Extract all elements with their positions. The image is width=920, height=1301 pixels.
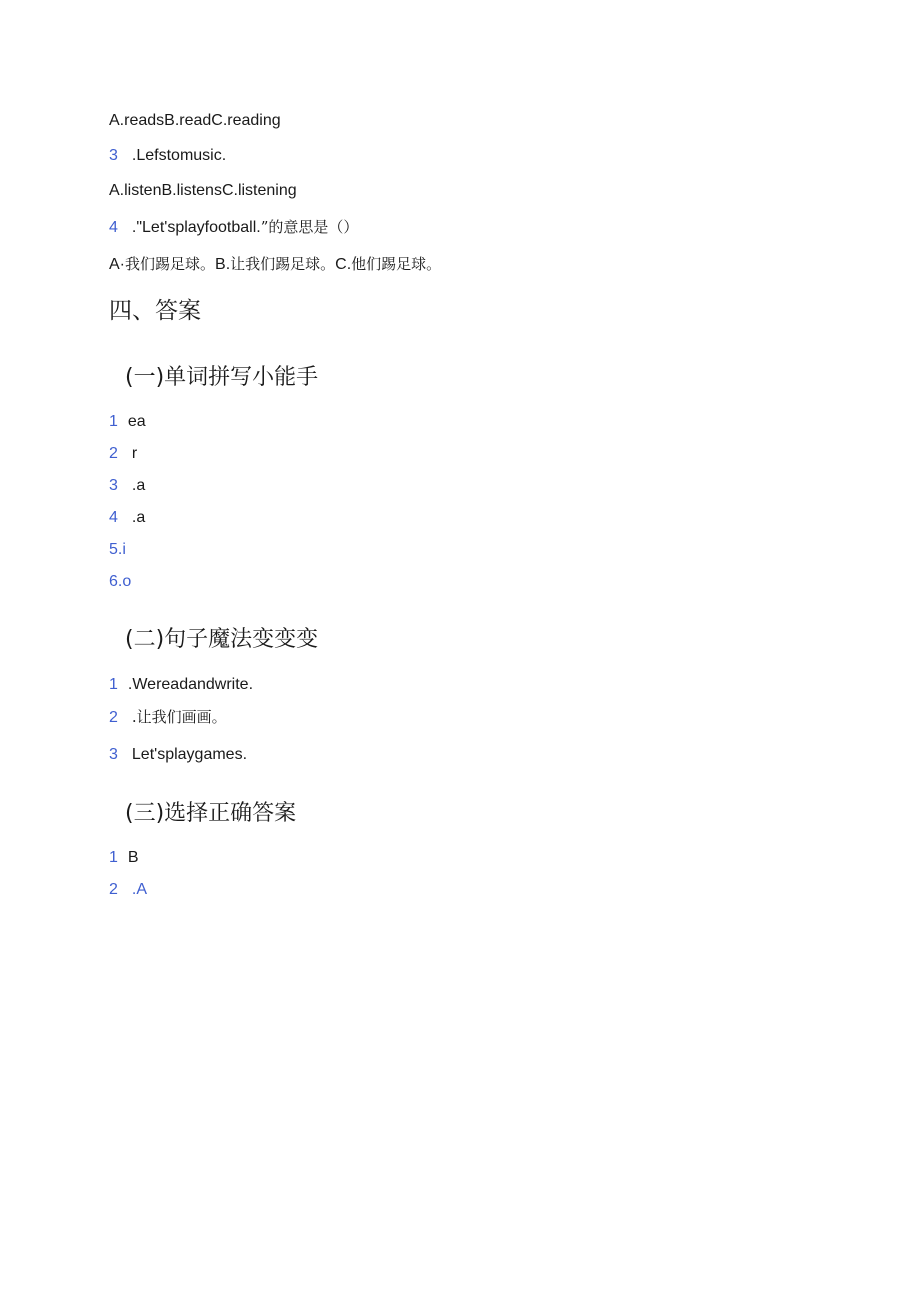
section1-item-4: [109, 508, 145, 528]
section3-item-1: [109, 848, 139, 868]
answers-title: 四、答案: [109, 298, 201, 324]
q4-options: [109, 254, 441, 275]
section1-item-4-number: 4: [109, 509, 118, 526]
section1-item-1-text: ea: [127, 413, 146, 430]
section2-item-2-number: 2: [109, 709, 118, 726]
q2-options-text: A.readsB.readC.reading: [109, 112, 281, 129]
section1-item-3: [109, 476, 145, 496]
section1-item-6-number: 6.o: [109, 573, 132, 590]
section1-item-3-number: 3: [109, 477, 118, 494]
section2-item-3-number: 3: [109, 746, 118, 763]
q3-options-text: A.listenB.listensC.listening: [109, 182, 297, 199]
section2-item-2-text: .让我们画画。: [131, 708, 227, 726]
q4-option-c-text: 他们踢足球。: [351, 255, 442, 273]
section3-item-1-text: B: [127, 849, 139, 866]
section1-title: (一)单词拼写小能手: [125, 365, 319, 390]
q4-text-cn: ”的意思是（）: [260, 218, 359, 236]
q3-options: [109, 181, 297, 201]
q4-number: 4: [109, 219, 118, 236]
q4-option-a-text: 我们踢足球。: [125, 255, 216, 273]
section2-item-3: [109, 745, 247, 765]
q4-option-a-prefix: A·: [109, 256, 125, 273]
section3-item-2: [109, 880, 147, 900]
section3-item-2-text: .A: [131, 881, 148, 898]
section1-item-1: [109, 412, 146, 432]
q4-option-b-prefix: B.: [215, 256, 231, 273]
section1-item-2-text: r: [131, 445, 138, 462]
q2-options: [109, 111, 281, 131]
section2-item-1: [109, 675, 253, 695]
section2-item-1-number: 1: [109, 676, 118, 693]
q4-text-en: ."Let'splayfootball.: [131, 219, 261, 236]
section1-item-1-number: 1: [109, 413, 118, 430]
q4-option-c-prefix: C.: [335, 256, 352, 273]
section1-item-6: [109, 572, 131, 592]
section3-item-1-number: 1: [109, 849, 118, 866]
section2-item-2: [109, 707, 227, 728]
section1-item-5: [109, 540, 126, 560]
section1-item-3-text: .a: [131, 477, 146, 494]
section2-item-3-text: Let'splaygames.: [131, 746, 248, 763]
q3-line: [109, 146, 226, 166]
section1-item-5-number: 5.i: [109, 541, 126, 558]
q4-option-b-text: 让我们踢足球。: [230, 255, 336, 273]
section1-item-4-text: .a: [131, 509, 146, 526]
q4-line: [109, 217, 358, 238]
section2-item-1-text: .Wereadandwrite.: [127, 676, 254, 693]
section3-item-2-number: 2: [109, 881, 118, 898]
q3-text: .Lefstomusic.: [131, 147, 227, 164]
section3-title: (三)选择正确答案: [125, 801, 297, 826]
section1-item-2-number: 2: [109, 445, 118, 462]
q3-number: 3: [109, 147, 118, 164]
section2-title: (二)句子魔法变变变: [125, 627, 319, 652]
section1-item-2: [109, 444, 137, 464]
